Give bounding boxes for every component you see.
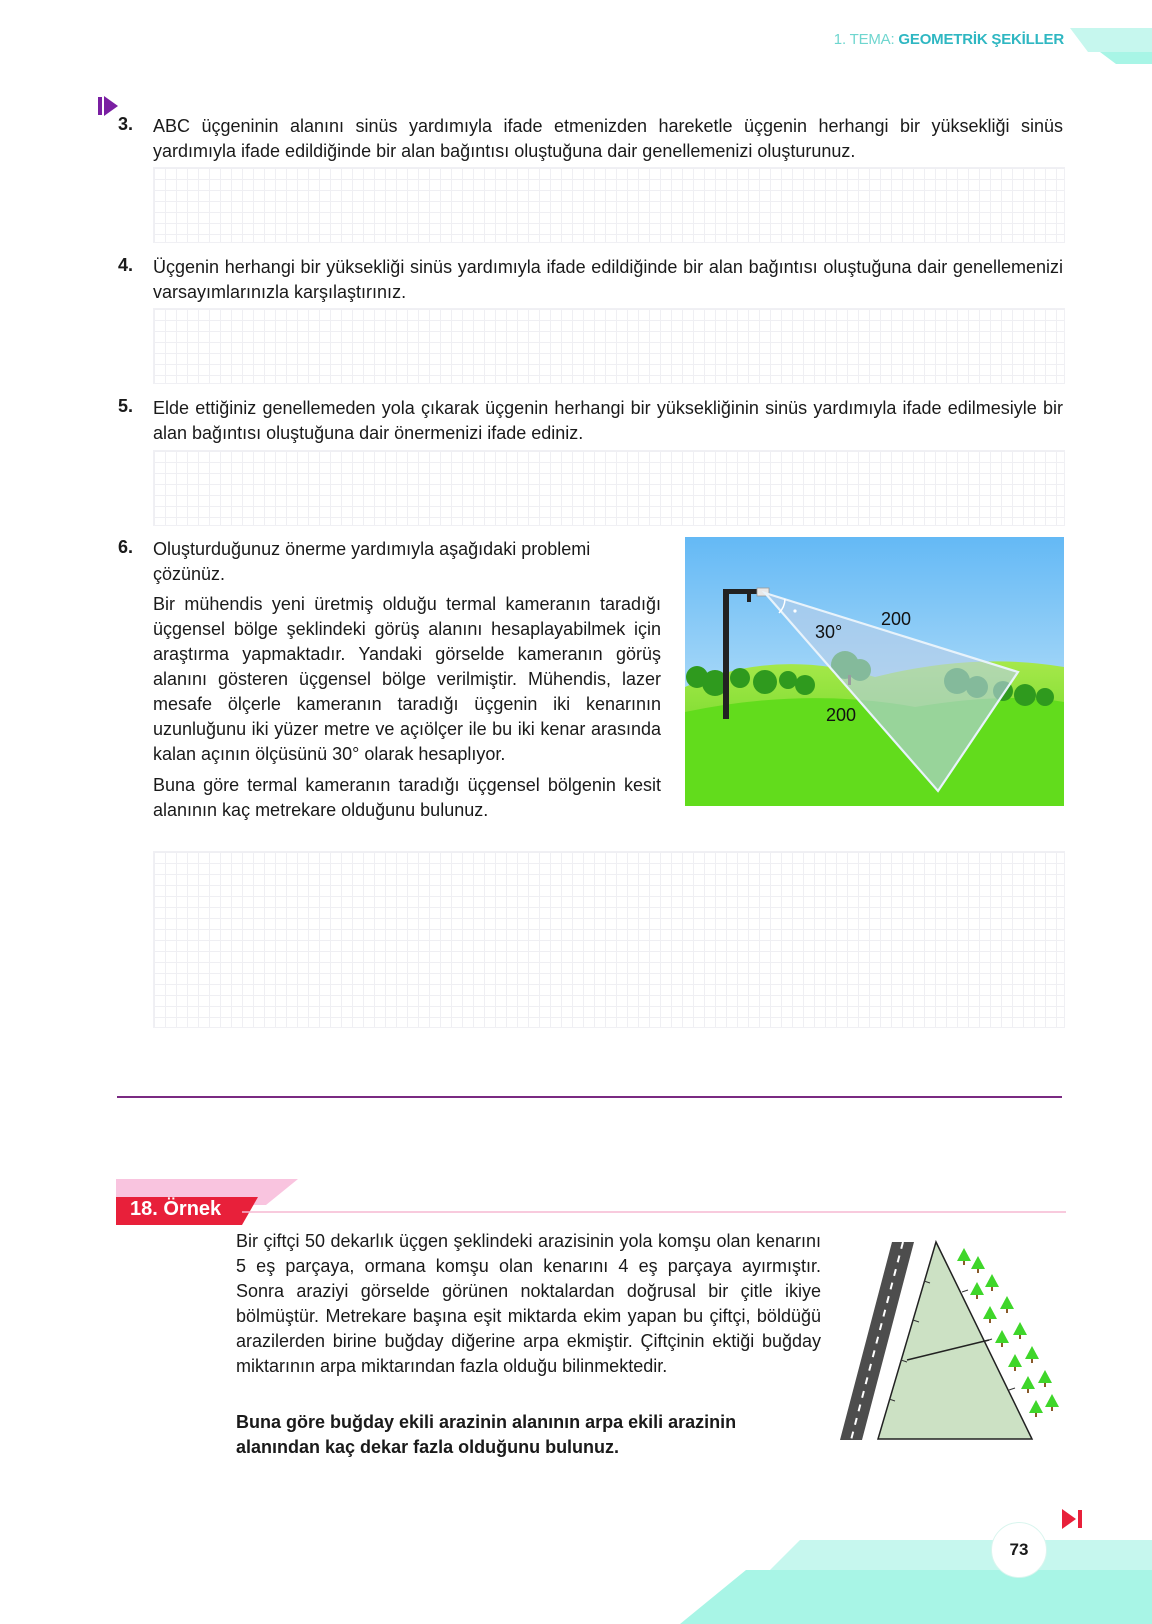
- question-3-number: 3.: [118, 114, 134, 134]
- figure-angle-label: 30°: [815, 622, 843, 642]
- farmland-figure: [840, 1234, 1070, 1444]
- theme-header: [834, 31, 1064, 48]
- question-6-number: 6.: [118, 537, 134, 557]
- section-divider: [117, 1096, 1062, 1098]
- question-4-text: Üçgenin herhangi bir yüksekliği sinüs yardımıyla ifade edildiğinde bir alan bağıntısı oluştuğuna dair genellemenizi varsayımlarınızla karşılaştırınız.: [153, 257, 1063, 302]
- example-label: 18. Örnek: [130, 1198, 222, 1220]
- answer-grid-3[interactable]: [153, 167, 1065, 243]
- continue-arrow-icon: [98, 94, 120, 118]
- question-3-text: ABC üçgeninin alanını sinüs yardımıyla ifade etmenizden hareketle üçgenin herhangi bir yüksekliği sinüs yardımıyla ifade edildiğinde bir alan bağıntısı oluştuğuna dair genellemenizi oluşturunuz.: [153, 116, 1063, 161]
- example-question: Buna göre buğday ekili arazinin alanının arpa ekili arazinin alanından kaç dekar fazla olduğunu bulunuz.: [236, 1412, 737, 1457]
- figure-side-b-label: 200: [826, 705, 857, 725]
- example-text: Bir çiftçi 50 dekarlık üçgen şeklindeki arazisinin yola komşu olan kenarını 5 eş parçaya, ormana komşu olan kenarını 4 eş parçaya ayırmıştır. Sonra araziyi görselde görünen noktalardan doğrusal bir çitle ikiye bölmüştür. Metrekare başına eşit miktarda ekim yapan bu çiftçi, böldüğü arazilerden birine buğday diğerine arpa ekmiştir. Çiftçinin ektiği buğday miktarının arpa miktarından fazla olduğu bilinmektedir.: [236, 1231, 821, 1376]
- end-arrow-icon: [1062, 1507, 1084, 1531]
- example-label-band: [116, 1179, 1066, 1225]
- answer-grid-5[interactable]: [153, 450, 1065, 526]
- question-6-body: Bir mühendis yeni üretmiş olduğu termal kameranın taradığı üçgensel bölge şeklindeki görüş alanını hesaplayabilmek için araştırma yapmaktadır. Yandaki görselde kameranın görüş alanını gösteren üçgensel bölge verilmiştir. Mühendis, lazer mesafe ölçerle kameranın taradığı üçgenin iki kenarının uzunluğunu iki yüzer metre ve açıölçer ile bu iki kenar arasında kalan açının ölçüsünü 30° olarak hesaplıyor.: [153, 594, 661, 764]
- theme-title: GEOMETRİK ŞEKİLLER: [898, 31, 1064, 48]
- figure-side-a-label: 200: [881, 609, 912, 629]
- thermal-camera-figure: [685, 537, 1064, 806]
- answer-grid-6[interactable]: [153, 851, 1065, 1028]
- question-5-text: Elde ettiğiniz genellemeden yola çıkarak üçgenin herhangi bir yüksekliğinin sinüs yardımıyla ifade edilmesiyle bir alan bağıntısı oluştuğuna dair önermenizi ifade ediniz.: [153, 398, 1063, 443]
- question-6-intro: Oluşturduğunuz önerme yardımıyla aşağıdaki problemi çözünüz.: [153, 539, 591, 584]
- header-ribbon: [1060, 28, 1152, 64]
- answer-grid-4[interactable]: [153, 308, 1065, 384]
- question-5-number: 5.: [118, 396, 134, 416]
- question-6-question: Buna göre termal kameranın taradığı üçgensel bölgenin kesit alanının kaç metrekare olduğunu bulunuz.: [153, 775, 661, 820]
- footer-decoration: [680, 1540, 1152, 1624]
- theme-prefix: 1. TEMA:: [833, 31, 895, 48]
- question-4-number: 4.: [118, 255, 134, 275]
- page-number: 73: [991, 1522, 1047, 1578]
